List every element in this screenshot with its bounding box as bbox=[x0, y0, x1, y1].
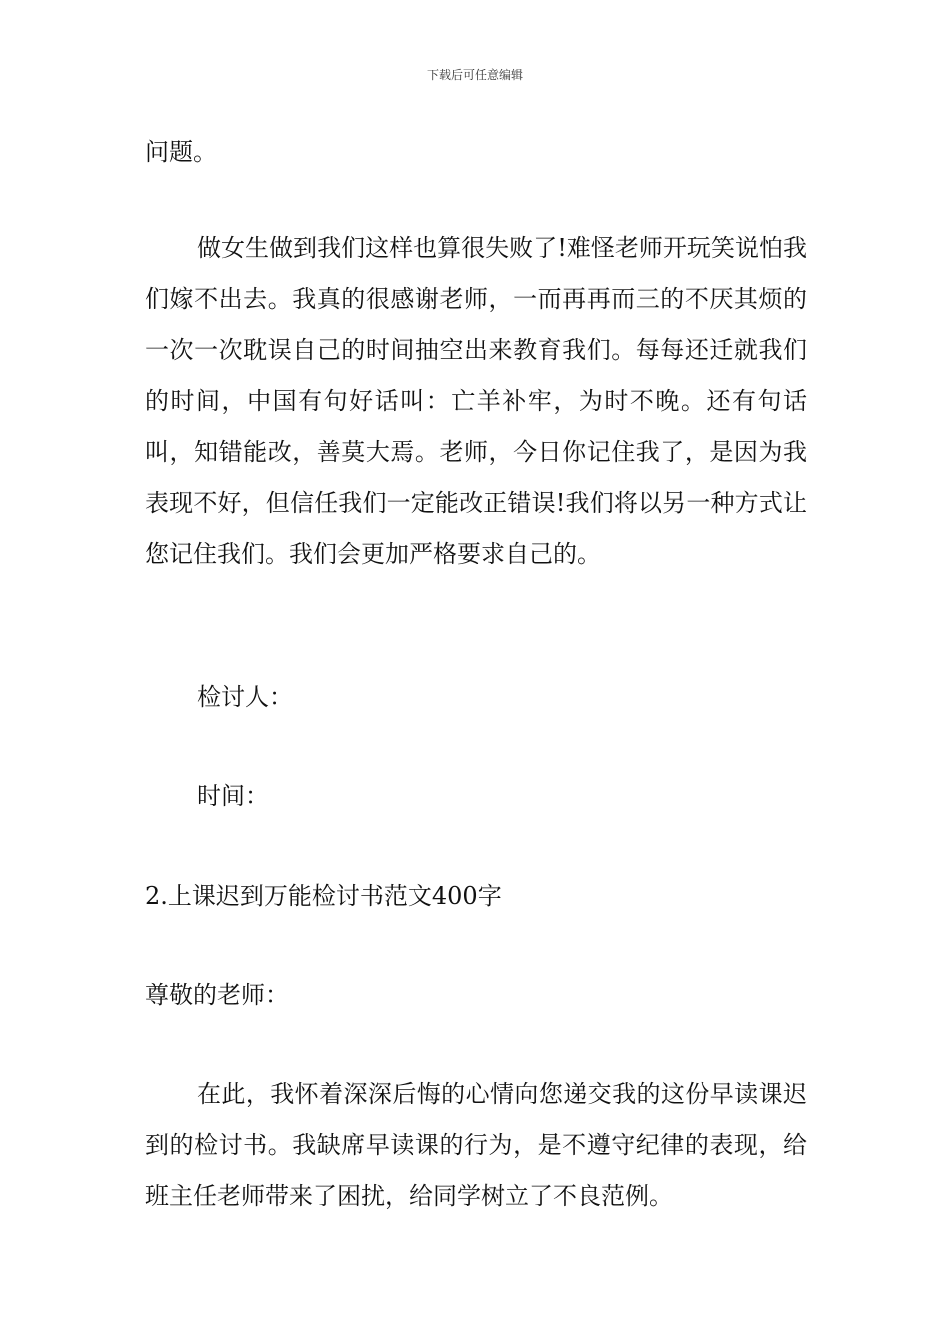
section-heading: 2.上课迟到万能检讨书范文400字 bbox=[145, 882, 502, 910]
paragraph-apology: 在此，我怀着深深后悔的心情向您递交我的这份早读课迟到的检讨书。我缺席早读课的行为，是不遵守纪律的表现，给班主任老师带来了困扰，给同学树立了不良范例。 bbox=[145, 1080, 807, 1210]
date-line: 时间： bbox=[197, 782, 269, 810]
page-header-note: 下载后可任意编辑 bbox=[426, 68, 523, 82]
signature-line: 检讨人： bbox=[197, 683, 293, 711]
paragraph-reflection: 做女生做到我们这样也算很失败了!难怪老师开玩笑说怕我们嫁不出去。我真的很感谢老师，一而再再而三的不厌其烦的一次一次耽误自己的时间抽空出来教育我们。每每还迁就我们的时间，中国有句好话叫：亡羊补牢，为时不晚。还有句话叫，知错能改，善莫大焉。老师，今日你记住我了，是因为我表现不好，但信任我们一定能改正错误!我们将以另一种方式让您记住我们。我们会更加严格要求自己的。 bbox=[145, 234, 807, 568]
paragraph-continuation: 问题。 bbox=[145, 138, 217, 166]
salutation: 尊敬的老师： bbox=[145, 981, 289, 1009]
